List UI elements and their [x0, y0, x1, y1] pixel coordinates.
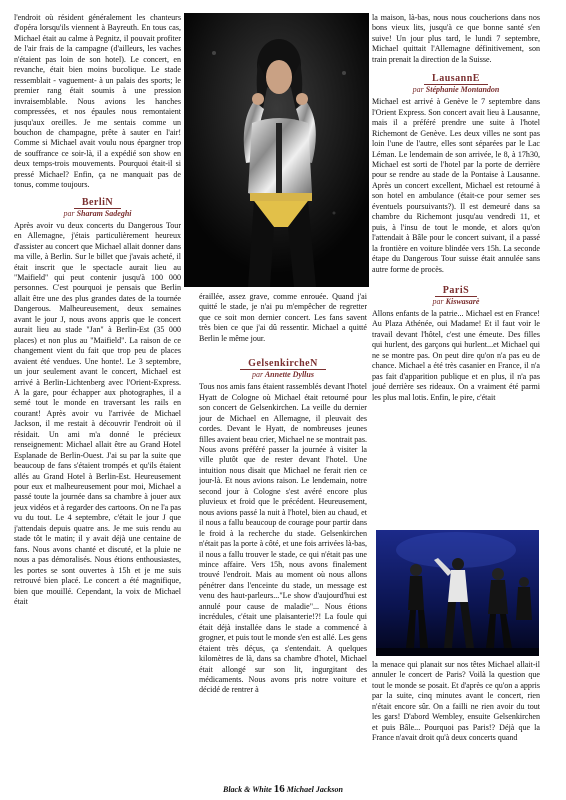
- paragraph: Michael est arrivé à Genève le 7 septembre dans l'Orient Express. Son concert avait lieu à Lausanne, mais il a préféré prendre une suite à l'hotel Richemont de Genève. Les deux villes ne sont pas loin l'une de l'autre, elles sont séparées par le Lac Léman. Le lendemain de son arrivée, le 8, à 17h30, Michael est sorti de l'hotel par la porte de derrière pour se rendre au stade de la Pontaise à Lausanne. Après un concert excellent, Michael est retourné à son hotel en ambulance (était-ce pour semer ses éventuels poursuivants?). Il est demeuré dans sa chambre du Richemont jusqu'au vendredi 11, et puis, à l'insu de tout le monde, et alors qu'on l'attendait à Bâle pour le concert suivant, il a passé la frontière en voiture blindée vers 15h. La seconde étape du Dangerous Tour suisse était annulée sans autre forme de procès.: [372, 97, 540, 274]
- section-heading-berlin: BerliN: [14, 197, 181, 209]
- paragraph: la menace qui planait sur nos têtes Michael allait-il annuler le concert de Paris? Voilà la question que tout le monde se posait. Et d'après ce qu'on a appris par la suite, cinq minutes avant le concert, rien n'était encore sûr. On a failli ne rien avoir du tout les gars! D'abord Wembley, ensuite Gelsenkirchen et puis Bâle... Pourquoi pas Paris!? Déjà que la France n'avait droit qu'à deux concerts quand: [372, 660, 540, 743]
- section-heading-lausanne: LausannE: [372, 73, 540, 85]
- column-3: [372, 13, 540, 525]
- performer-image: [184, 13, 369, 287]
- byline-lausanne: par Stéphanie Montandon: [412, 85, 500, 95]
- page-footer: [0, 783, 566, 795]
- paragraph: Allons enfants de la patrie... Michael est en France! Au Plaza Athénée, oui Madame! Et il faut voir le travail devant l'hôtel, c'est une émeute. Des filles qui hurlent, des garçons qui hurlent...et Michael qui ne se montre pas. On peut dire qu'on n'a pas eu de chance. Michael a été très casanier en France, il n'a pas fait d'apparition publique et en plus, il n'a pas joué derrière ses rideaux. On a vraiment été parmi les plus mal lotis. Enfin, le pire, c'était: [372, 308, 540, 402]
- magazine-subtitle: Michael Jackson: [286, 785, 343, 794]
- column-1: [14, 13, 181, 779]
- paragraph: éraillée, assez grave, comme enrouée. Quand j'ai quitté le stade, je n'ai pu m'empêcher de regretter que ce soit mon dernier concert. Les fans savent très bien ce que j'ai dû ressentir. Michael a quitté Berlin le même jour.: [199, 292, 367, 343]
- concert-photo-stage: [376, 530, 539, 656]
- page-number: 16: [273, 783, 285, 795]
- stage-image: [376, 530, 539, 656]
- section-heading-paris: PariS: [372, 285, 540, 297]
- byline-gelsenkirchen: par Annette Dyllus: [252, 370, 314, 380]
- byline-paris: par Kiswasarè: [432, 296, 480, 306]
- section-heading-gelsenkirchen: GelsenkirchеN: [199, 358, 367, 370]
- column-2: [199, 292, 367, 779]
- paragraph: la maison, là-bas, nous nous coucherions dans nos bons vieux lits, jusqu'à ce que bonne santé s'en suive! Un jour plus tard, le lundi 7 septembre, Michael quittait l'Allemagne définitivement, son train prenait la direction de la Suisse.: [372, 13, 540, 64]
- column-3-continued: [372, 660, 540, 779]
- paragraph: l'endroit où résident généralement les chanteurs d'opéra lorsqu'ils viennent à Bayreuth. En tous cas, Michael était au calme à Pegnitz, il pouvait profiter de l'air frais de la campagne (d'ailleurs, les vaches n'étaient pas loin de son hotel). Le concert, en revanche, était bien moins bucolique. Le stade ressemblait - vaguement- à un palais des sports; le premier rang était soumis à une pression invraisemblable. Nous avions les hanches compressées, et nos épaules nous remontaient jusqu'aux oreilles. Je me sentais comme un bouchon de champagne, prête à sauter en l'air! Comme si Michael avait voulu nous épargner trop de souffrance ce soir-là, il a expédié son show en deux temps-trois mouvements. Pourquoi était-il si pressé Michael? Enfin, ça ne manquait pas de tonus, comme toujours.: [14, 13, 181, 190]
- byline-berlin: par Sharam Sadeghi: [63, 208, 132, 218]
- magazine-title: Black & White: [223, 785, 272, 794]
- paragraph: Après avoir vu deux concerts du Dangerous Tour en Allemagne, j'étais particulièrement heureux d'assister au concert que Michael allait donner dans ma ville, à Berlin. Sur le billet que j'avais acheté, il était inscrit que le spectacle aurait lieu au "Maifield" qui peut contenir jusqu'à 100 000 personnes. C'est pourquoi je pensais que Berlin allait être une des plus grandes dates de la tournée Dangerous. Malheureusement, deux semaines avant le jour J, nous avons appris que le concert aurait lieu au stade "Jan" à Berlin-Est (35 000 places) et non plus au "Maifield". La raison de ce changement vient du fait que trop peu de places avaient été vendues. Une honte!. Le 3 septembre, un jour seulement avant le concert, Michael est arrivé à Berlin-Lichtenberg avec l'Orient-Express. A la gare, pour échapper aux photographes, il a semé tout le monde en traversant les rails en courant! Après avoir vu l'arrivée de Michael Jackson, il me restait à découvrir l'endroit où il résidait. Un ami m'a donné le précieux renseignement: Michael allait être au Grand Hotel Esplanade de Berlin-Ouest. J'ai su par la suite que beaucoup de fans s'étaient trompés et qu'ils étaient allés au Grand Hotel à Berlin-Est. Heureusement pour eux et malheureusement pour moi, Michael a passé toute la journée dans sa chambre à jouer aux jeux vidéos et à regarder des cartoons. On ne l'a pas vu du tout. Le 4 septembre, c'était le jour J que j'attendais depuis quatre ans. Je me suis rendu au stade tôt le matin; il y avait déjà une centaine de fans. Nous avons chanté et discuté, et la pluie ne nous a pas démoralisés. Nous étions enthousiastes, les portes se sont ouvertes à 15h et je me suis retrouvé bien placé. Le concert a été magnifique, bien que mouillé. Cependant, la voix de Michael était: [14, 220, 181, 607]
- paragraph: Tous nos amis fans étaient rassemblés devant l'hotel Hyatt de Cologne où Michael était retourné pour son concert de Gelsenkirchen. La veille du dernier jour de Michael en Allemagne, il pleuvait des cordes. Devant le Hyatt, de nombreuses jeunes filles avaient beau crier, Michael ne se montrait pas. Nous avons préféré passer la journée à visiter la ville plutôt que de rester devant l'hotel. Une intuition nous disait que Michael ne ferait rien ce jour-là. Et nous avions raison. Le lendemain, notre second jour à Cologne s'est avéré encore plus pluvieux et froid que le précédent. Heureusement, nous avions passé la nuit à l'hotel, bien au chaud, et il nous a fallu beaucoup de courage pour partir dans le froid à la recherche du stade. Gelsenkirchen n'était pas la porte à côté, et une fois arrivées là-bas, il nous a fallu trouver le stade, ce qui n'était pas une mince affaire. Vers 15h, nous avons finalement trouvé l'endroit. Mais au moment où nous allons pénétrer dans l'enceinte du stade, un message est venu des haut-parleurs..."Le show d'aujourd'hui est annulé pour cause de maladie"... Nous étions incrédules, c'était une plaisanterie!?! La foule qui était déjà installée dans le stade a commencé à grogner, et puis tout le monde s'en est allé. Les gens étaient très déçus, ça s'entendait. A quelques kilomètres de là, dans sa chambre d'hotel, Michael était allongé sur son lit, ingurgitant des médicaments. Nous avons pris notre voiture et décidé de rentrer à: [199, 382, 367, 695]
- concert-photo-performer: [184, 13, 369, 287]
